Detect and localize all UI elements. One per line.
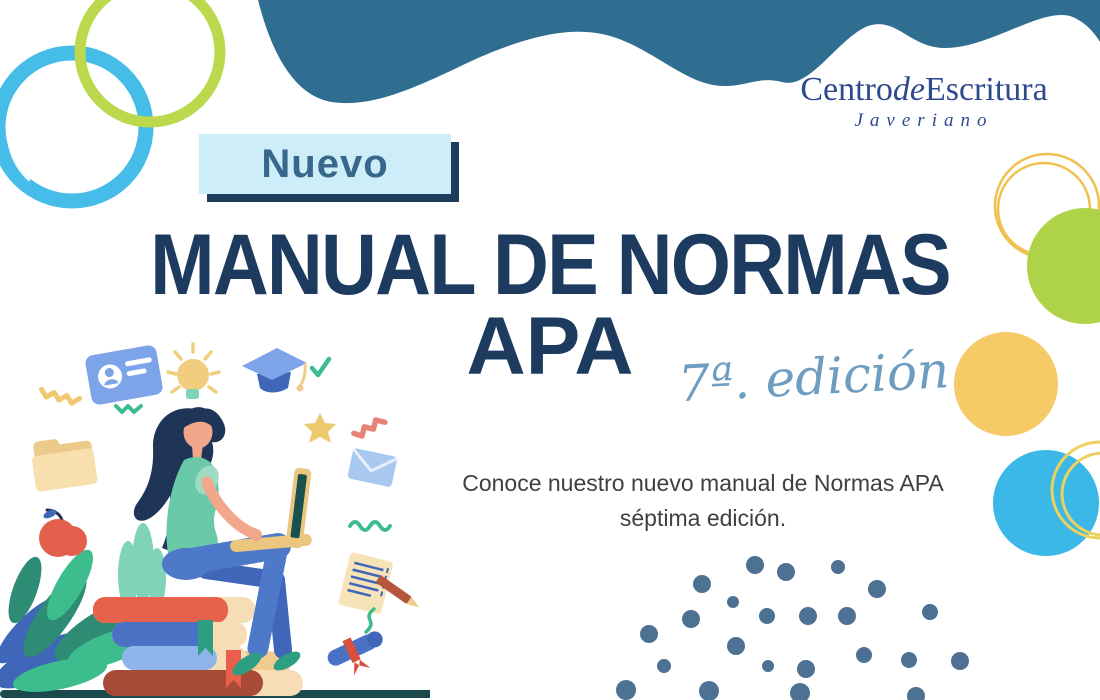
laptop-icon: [230, 467, 313, 552]
green-zigzag-icon: [116, 406, 141, 412]
title-line-1: MANUAL DE NORMAS: [150, 217, 950, 313]
coral-zigzag-icon: [352, 418, 387, 439]
nuevo-badge[interactable]: [199, 134, 451, 194]
badge-label: Nuevo: [261, 141, 389, 186]
mint-plant-icon: [118, 523, 166, 609]
edition-script: 7ª. edición: [676, 341, 951, 414]
dots-pattern: [616, 556, 969, 700]
folder-icon: [30, 434, 98, 492]
description-text: [303, 466, 1100, 535]
logo-subtitle: Javeriano: [854, 109, 994, 131]
yellow-zigzag-icon: [40, 386, 80, 407]
description-line-2: séptima edición.: [619, 504, 787, 531]
sky-ring: [0, 53, 146, 201]
diploma-icon: [323, 625, 392, 683]
logo-wordmark: CentrodeEscritura: [800, 71, 1048, 108]
brand-logo: [764, 72, 1084, 132]
apple-icon: [39, 508, 87, 557]
hand: [250, 529, 262, 541]
star-icon: [304, 413, 336, 443]
title-line-2: APA: [466, 301, 634, 393]
description-line-1: Conoce nuestro nuevo manual de Normas APA: [462, 470, 944, 496]
